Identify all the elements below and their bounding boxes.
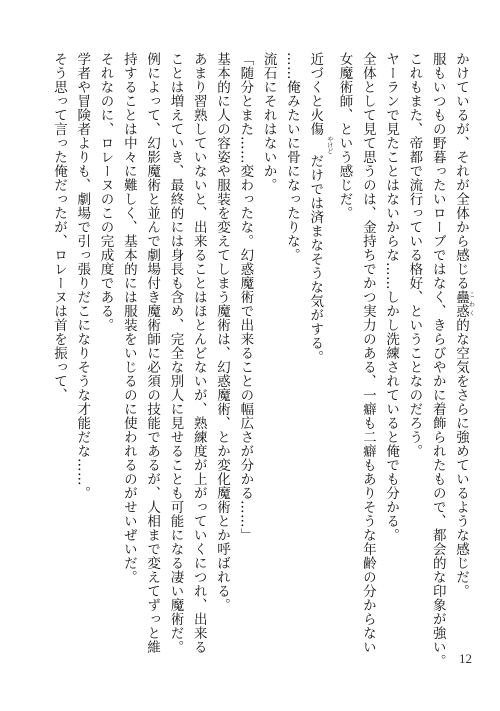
ruby-yakedo-reading: やけど — [325, 136, 333, 154]
text-line-11: 基本的に人の容姿や服装を変えてしまう魔術は、幻惑魔術、とか変化魔術とか呼ばれる。 — [214, 52, 231, 612]
text-line-18: そう思って言った俺だったが、ロレーヌは首を振って、 — [50, 52, 67, 402]
text-line-1-before: かけているが、それが全体から感じる — [453, 52, 469, 290]
ruby-yakedo — [307, 136, 333, 154]
text-line-7-after: だけでは済まなそうな気がする。 — [307, 154, 324, 364]
text-line-7 — [303, 52, 332, 652]
text-line-9: 流石にそれはないか。 — [260, 52, 277, 192]
text-line-4: ヤーランで見たことはないからな……しかし洗練されていると俺でも分かる。 — [383, 52, 400, 542]
text-line-12: あまり習熟していないと、出来ることはほとんどないが、熟練度が上がっていくにつれ、出来る — [190, 52, 207, 654]
text-line-16: それなのに、ロレーヌのこの完成度である。 — [97, 52, 114, 332]
text-line-1-after: 的な空気をさらに強めているような感じだ。 — [453, 318, 469, 598]
text-line-17: 学者や冒険者よりも、劇場で引っ張りだこになりそうな才能だな……。 — [74, 52, 91, 500]
ruby-kowaku-reading: こわく — [467, 290, 475, 318]
text-line-7-before: 近づくと火傷 — [307, 52, 324, 136]
ruby-kowaku-base: 蠱惑 — [453, 290, 469, 318]
text-line-5: 全体として見て思うのは、金持ちでかつ実力のある、一癖も二癖もありそうな年齢の分からない — [359, 52, 376, 654]
ruby-kowaku — [453, 290, 475, 318]
text-line-1 — [449, 52, 474, 652]
text-line-3: これもまた、帝都で流行っている格好、ということなのだろう。 — [406, 52, 423, 458]
text-line-8: ……俺みたいに骨になったりな。 — [283, 52, 300, 262]
page-number: 12 — [459, 651, 472, 666]
text-line-14: 例によって、幻影魔術と並んで劇場付き魔術師に必須の技能であるが、人相まで変えてずっと維 — [144, 52, 161, 654]
text-line-6: 女魔術師、という感じだ。 — [336, 52, 353, 220]
text-line-13: ことは増えていき、最終的には身長も含め、完全な別人に見せることも可能になる凄い魔術だ。 — [167, 52, 184, 654]
text-line-10: 「随分とまた……変わったな。幻惑魔術で出来ることの幅広さが分かる……」 — [237, 52, 254, 542]
text-line-2: 服もいつもの野暮ったいローブではなく、きらびやかに着飾られたもので、都会的な印象が強い。 — [429, 52, 446, 668]
text-line-15: 持することは中々に難しく、基本的には服装をいじるのに使われるのがせいぜいだ。 — [120, 52, 137, 584]
